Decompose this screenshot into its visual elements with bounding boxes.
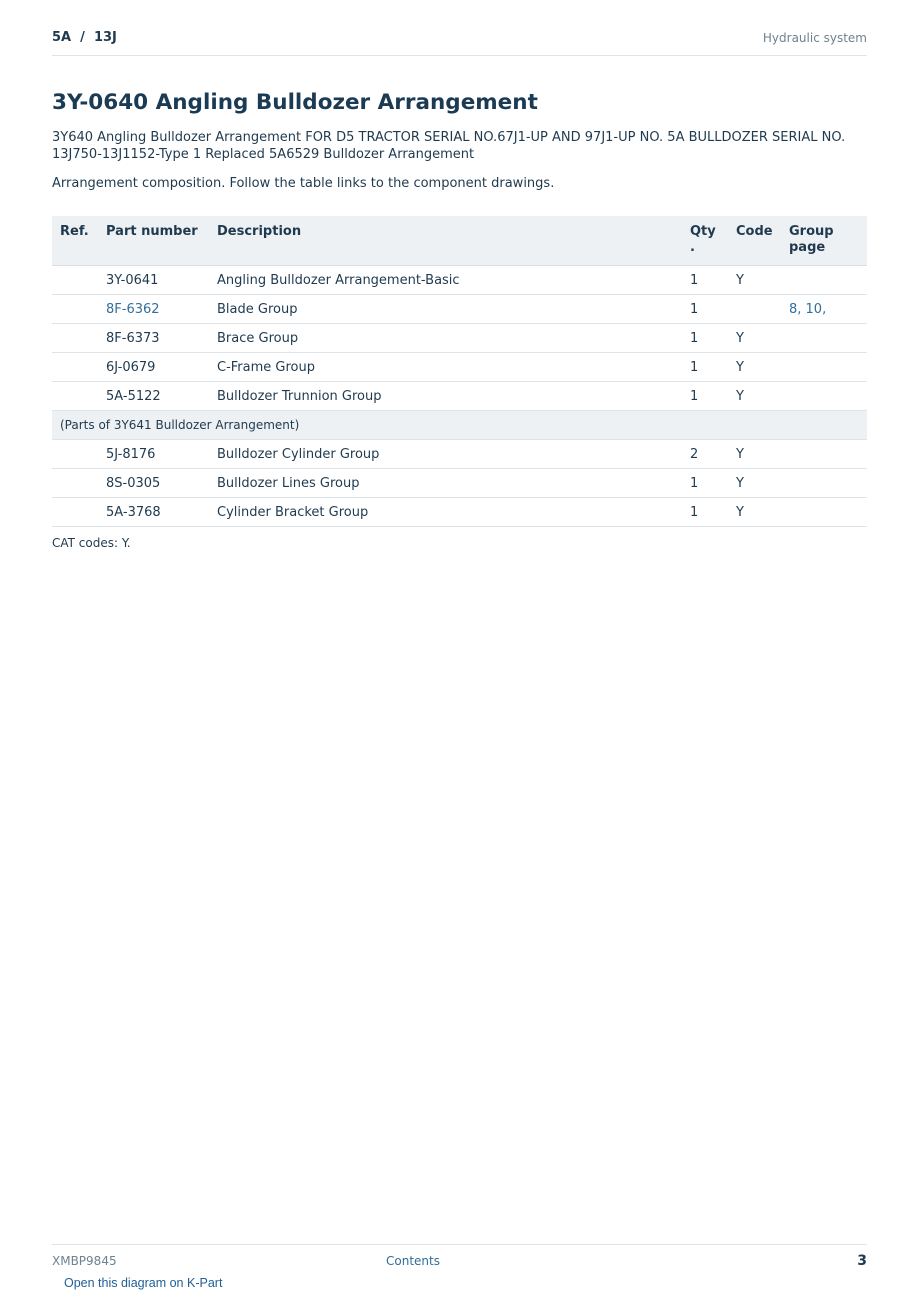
cell-group-page xyxy=(781,266,867,295)
page-header xyxy=(52,28,867,56)
cell-part-number: 8F-6373 xyxy=(98,324,209,353)
cell-description: Cylinder Bracket Group xyxy=(209,498,682,527)
cell-ref xyxy=(52,469,98,498)
cell-ref xyxy=(52,324,98,353)
cell-ref xyxy=(52,382,98,411)
table-subheading-row xyxy=(52,411,867,440)
cell-code: Y xyxy=(728,498,781,527)
page-footer xyxy=(52,1244,867,1273)
cell-qty: 1 xyxy=(682,295,728,324)
cell-ref xyxy=(52,295,98,324)
cell-description: Bulldozer Trunnion Group xyxy=(209,382,682,411)
cell-description: Bulldozer Cylinder Group xyxy=(209,440,682,469)
cell-part-number: 5J-8176 xyxy=(98,440,209,469)
table-subheading: (Parts of 3Y641 Bulldozer Arrangement) xyxy=(52,411,867,440)
cell-description: Blade Group xyxy=(209,295,682,324)
cell-qty: 1 xyxy=(682,498,728,527)
parts-table xyxy=(52,216,867,527)
table-row xyxy=(52,469,867,498)
cell-group-page xyxy=(781,382,867,411)
cell-ref xyxy=(52,353,98,382)
cell-code xyxy=(728,295,781,324)
table-row xyxy=(52,353,867,382)
cell-group-page xyxy=(781,324,867,353)
cell-description: Angling Bulldozer Arrangement-Basic xyxy=(209,266,682,295)
cell-ref xyxy=(52,266,98,295)
table-row xyxy=(52,266,867,295)
contents-link[interactable]: Contents xyxy=(386,1254,440,1268)
cell-qty: 1 xyxy=(682,469,728,498)
cell-code: Y xyxy=(728,440,781,469)
cell-code: Y xyxy=(728,469,781,498)
group-page-links[interactable]: 8, 10, xyxy=(781,295,867,324)
page-title: 3Y-0640 Angling Bulldozer Arrangement xyxy=(52,90,538,115)
cell-ref xyxy=(52,498,98,527)
cell-part-number: 3Y-0641 xyxy=(98,266,209,295)
arrangement-description: 3Y640 Angling Bulldozer Arrangement FOR D5 TRACTOR SERIAL NO.67J1-UP AND 97J1-UP NO. 5A BULLDOZER SERIAL NO. 13J750-13J1152-Type 1 Replaced 5A6529 Bulldozer Arrangement xyxy=(52,130,846,162)
cell-qty: 1 xyxy=(682,353,728,382)
cell-qty: 1 xyxy=(682,266,728,295)
cell-part-number: 5A-5122 xyxy=(98,382,209,411)
cell-group-page xyxy=(781,353,867,382)
header-group-page: Group page xyxy=(781,216,867,266)
cell-code: Y xyxy=(728,324,781,353)
breadcrumb: 5A / 13J xyxy=(52,30,117,45)
intro-text: Arrangement composition. Follow the table links to the component drawings. xyxy=(52,176,555,191)
cell-ref xyxy=(52,440,98,469)
cell-code: Y xyxy=(728,353,781,382)
document-id: XMBP9845 xyxy=(52,1254,117,1268)
cell-group-page xyxy=(781,469,867,498)
header-ref: Ref. xyxy=(52,216,98,266)
cell-description: Bulldozer Lines Group xyxy=(209,469,682,498)
cell-part-number: 6J-0679 xyxy=(98,353,209,382)
open-kpart-link[interactable]: Open this diagram on K-Part xyxy=(64,1276,223,1290)
cell-description: C-Frame Group xyxy=(209,353,682,382)
table-row xyxy=(52,324,867,353)
page-number: 3 xyxy=(857,1253,867,1269)
part-number-link[interactable]: 8F-6362 xyxy=(98,295,209,324)
cat-codes-note: CAT codes: Y. xyxy=(52,536,131,550)
cell-part-number: 5A-3768 xyxy=(98,498,209,527)
cell-group-page xyxy=(781,498,867,527)
cell-group-page xyxy=(781,440,867,469)
cell-part-number: 8S-0305 xyxy=(98,469,209,498)
cell-qty: 2 xyxy=(682,440,728,469)
cell-qty: 1 xyxy=(682,382,728,411)
table-header-row xyxy=(52,216,867,266)
header-description: Description xyxy=(209,216,682,266)
table-row xyxy=(52,498,867,527)
table-row xyxy=(52,440,867,469)
cell-qty: 1 xyxy=(682,324,728,353)
header-code: Code xyxy=(728,216,781,266)
cell-description: Brace Group xyxy=(209,324,682,353)
cell-code: Y xyxy=(728,266,781,295)
table-row xyxy=(52,295,867,324)
header-part-number: Part number xyxy=(98,216,209,266)
header-qty: Qty . xyxy=(682,216,728,266)
table-row xyxy=(52,382,867,411)
cell-code: Y xyxy=(728,382,781,411)
section-name: Hydraulic system xyxy=(762,31,867,45)
